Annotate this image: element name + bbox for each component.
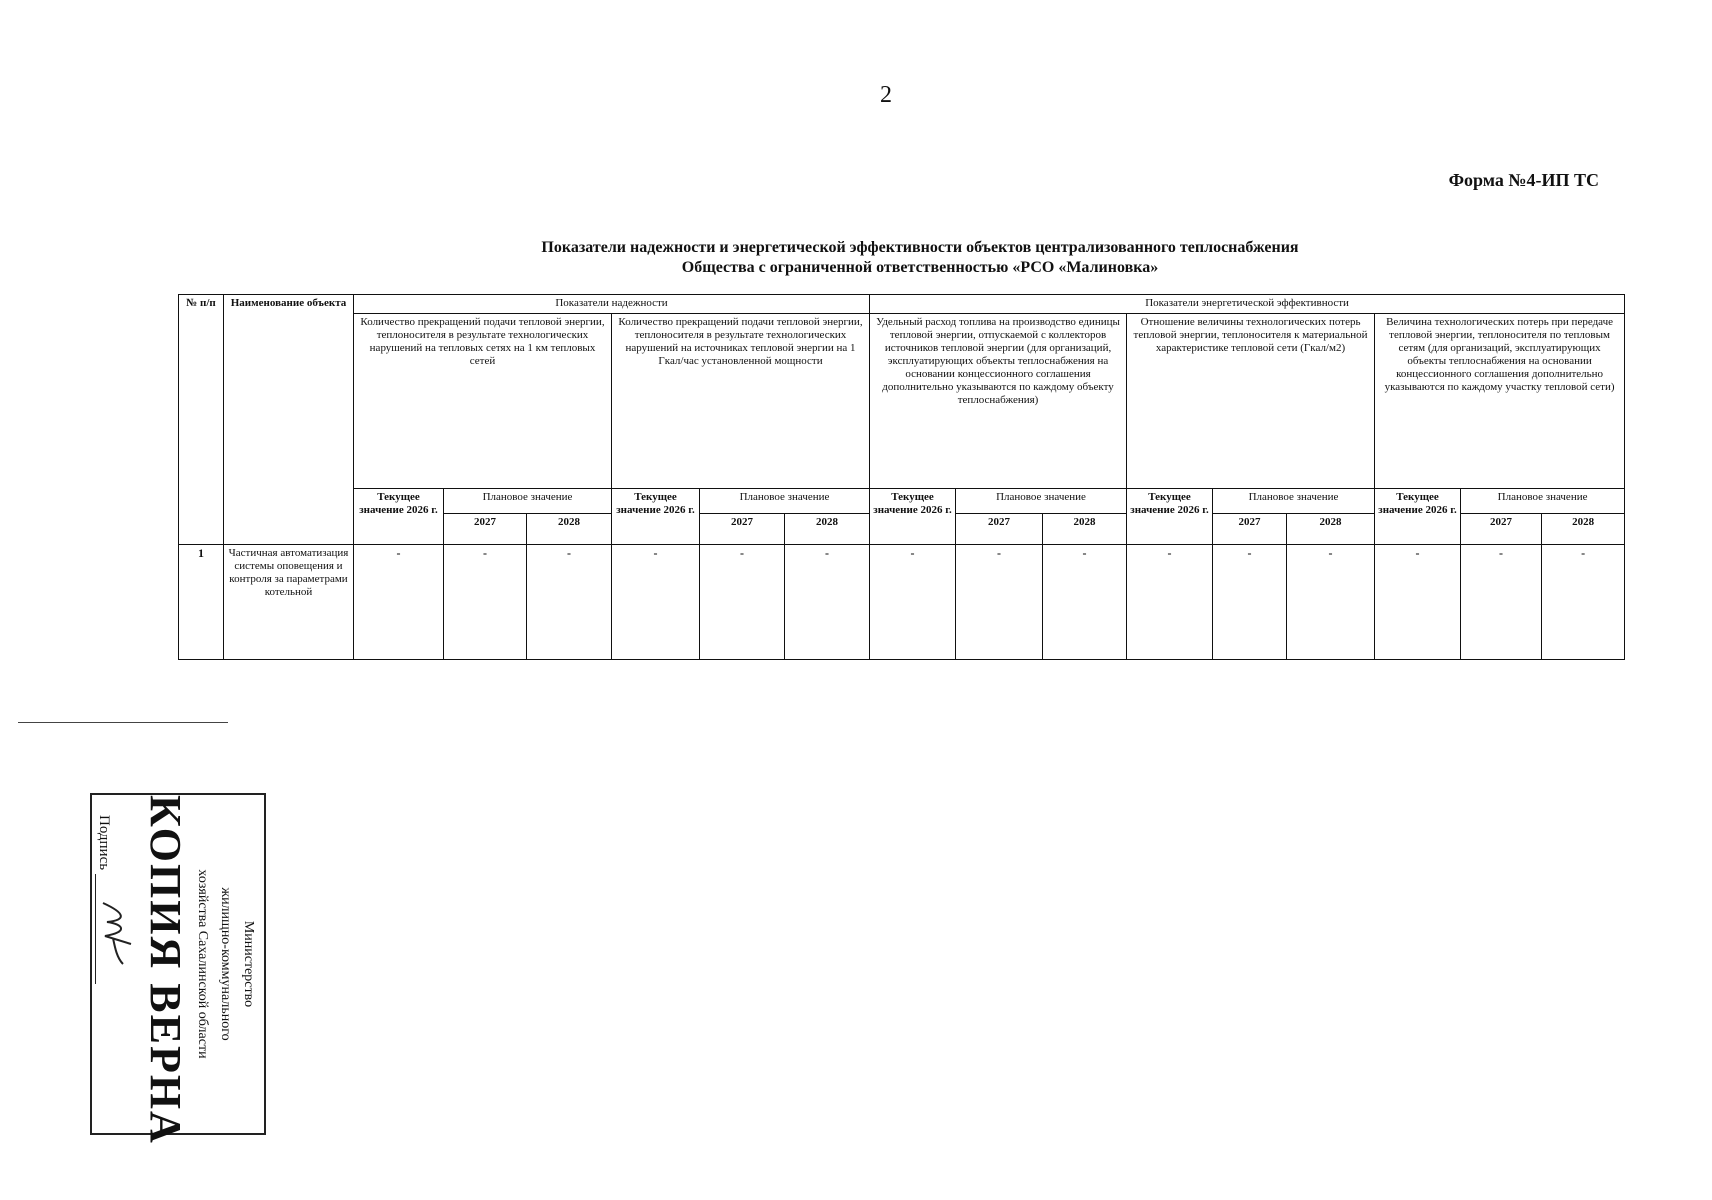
- row-number: 1: [179, 545, 224, 660]
- header-year-2028: 2028: [527, 514, 612, 545]
- header-efficiency-group: Показатели энергетической эффективности: [870, 295, 1625, 314]
- row-value: -: [1461, 545, 1542, 660]
- indicators-table: [178, 294, 1625, 660]
- header-year-2027: 2027: [956, 514, 1043, 545]
- header-year-2027: 2027: [1213, 514, 1287, 545]
- stamp-signature-label: Подпись: [96, 815, 112, 871]
- form-number: Форма №4-ИП ТС: [1448, 170, 1599, 190]
- row-value: -: [1542, 545, 1625, 660]
- header-year-2027: 2027: [700, 514, 785, 545]
- page-number: 2: [880, 82, 892, 108]
- table-row: [179, 545, 1625, 660]
- header-reliability-group: Показатели надежности: [354, 295, 870, 314]
- indicator-fuel-consumption: Удельный расход топлива на производство единицы тепловой энергии, отпускаемой с коллекторов источников тепловой энергии (для организаций, эксплуатирующих объекты теплоснабжения на основании концессионного соглашения дополнительно указываются по каждому объекту теплоснабжения): [870, 314, 1127, 489]
- header-year-2027: 2027: [444, 514, 527, 545]
- header-object-name: Наименование объекта: [224, 295, 354, 545]
- header-year-2028: 2028: [1287, 514, 1375, 545]
- certified-copy-stamp: [90, 793, 266, 1145]
- row-value: -: [527, 545, 612, 660]
- header-year-2028: 2028: [785, 514, 870, 545]
- title-line-1: Показатели надежности и энергетической эффективности объектов централизованного теплоснабжения: [541, 239, 1299, 256]
- row-value: -: [1043, 545, 1127, 660]
- header-year-2027: 2027: [1461, 514, 1542, 545]
- header-num: № п/п: [179, 295, 224, 545]
- header-planned-value: Плановое значение: [1461, 489, 1625, 514]
- header-planned-value: Плановое значение: [700, 489, 870, 514]
- document-title: [420, 238, 1420, 278]
- row-value: -: [785, 545, 870, 660]
- header-planned-value: Плановое значение: [1213, 489, 1375, 514]
- indicator-loss-ratio: Отношение величины технологических потерь тепловой энергии, теплоносителя к материальной характеристике тепловой сети (Гкал/м2): [1127, 314, 1375, 489]
- stamp-ministry-line: хозяйства Сахалинской области: [195, 869, 210, 1059]
- row-value: -: [444, 545, 527, 660]
- header-current-value: Текущее значение 2026 г.: [612, 489, 700, 545]
- stamp-signature-row: [95, 815, 135, 1133]
- indicator-technological-losses: Величина технологических потерь при передаче тепловой энергии, теплоносителя по тепловым сетям (для организаций, эксплуатирующих объекты теплоснабжения на основании концессионного соглашения дополнительно указываются по каждому участку тепловой сети): [1375, 314, 1625, 489]
- row-value: -: [1375, 545, 1461, 660]
- header-current-value: Текущее значение 2026 г.: [354, 489, 444, 545]
- row-value: -: [612, 545, 700, 660]
- header-current-value: Текущее значение 2026 г.: [1127, 489, 1213, 545]
- stamp-main-text: КОПИЯ ВЕРНА: [141, 795, 190, 1145]
- indicator-network-interruptions: Количество прекращений подачи тепловой энергии, теплоносителя в результате технологических нарушений на тепловых сетях на 1 км тепловых сетей: [354, 314, 612, 489]
- page-divider: [18, 722, 228, 723]
- row-value: -: [1213, 545, 1287, 660]
- handwritten-signature: [95, 898, 135, 968]
- indicator-source-interruptions: Количество прекращений подачи тепловой энергии, теплоносителя в результате технологических нарушений на источниках тепловой энергии на 1 Гкал/час установленной мощности: [612, 314, 870, 489]
- header-year-2028: 2028: [1043, 514, 1127, 545]
- stamp-ministry-line: жилищно-коммунального: [218, 887, 233, 1041]
- row-value: -: [1287, 545, 1375, 660]
- header-year-2028: 2028: [1542, 514, 1625, 545]
- header-planned-value: Плановое значение: [444, 489, 612, 514]
- title-line-2: Общества с ограниченной ответственностью «РСО «Малиновка»: [681, 259, 1159, 276]
- header-planned-value: Плановое значение: [956, 489, 1127, 514]
- header-current-value: Текущее значение 2026 г.: [870, 489, 956, 545]
- row-value: -: [1127, 545, 1213, 660]
- row-value: -: [354, 545, 444, 660]
- row-value: -: [956, 545, 1043, 660]
- stamp-ministry-line: Министерство: [241, 920, 256, 1008]
- header-current-value: Текущее значение 2026 г.: [1375, 489, 1461, 545]
- row-value: -: [870, 545, 956, 660]
- row-object-name: Частичная автоматизация системы оповещения и контроля за параметрами котельной: [224, 545, 354, 660]
- row-value: -: [700, 545, 785, 660]
